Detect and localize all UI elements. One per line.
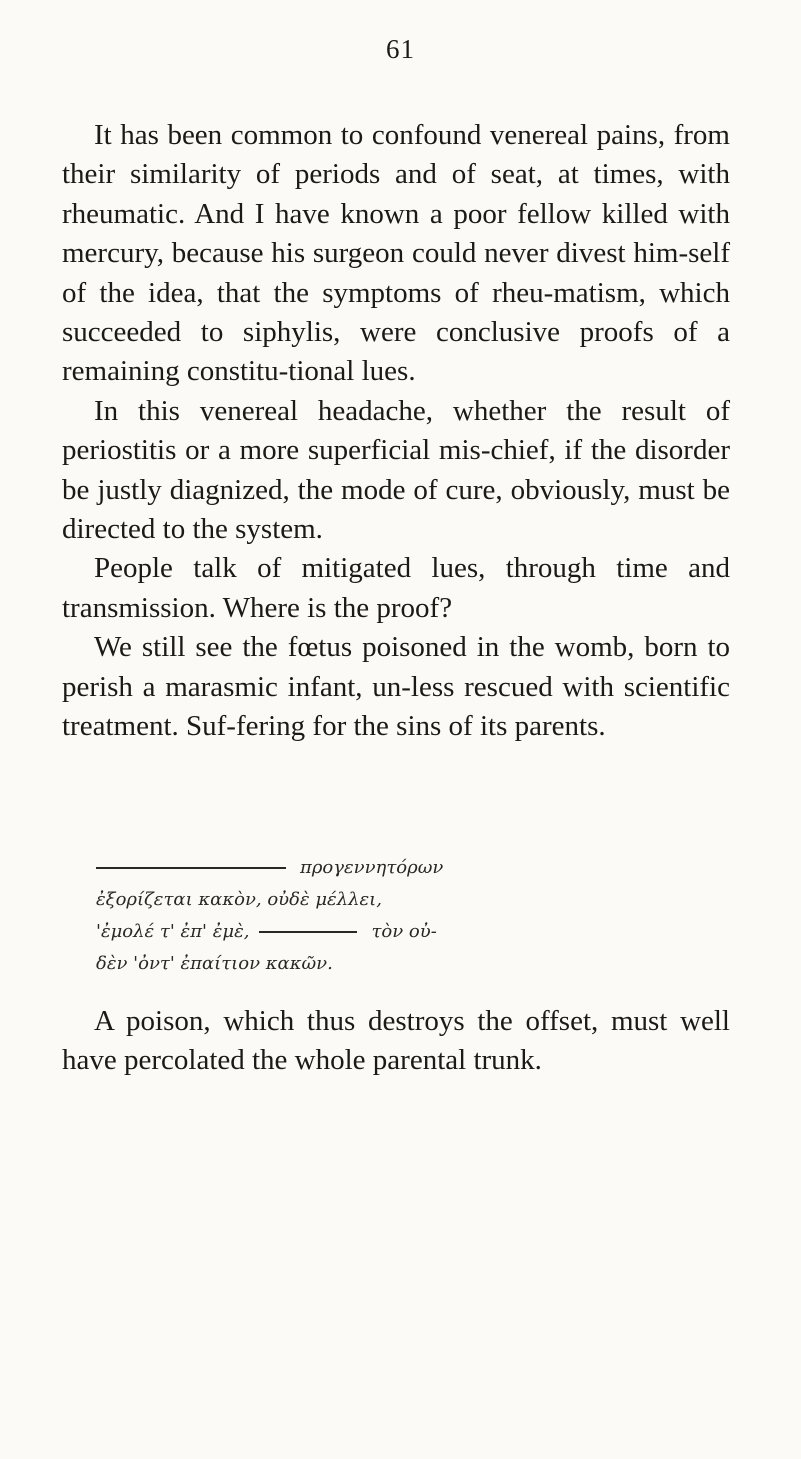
- paragraph-2: In this venereal headache, whether the result of periostitis or a more superficial mis-chief, if the disorder be justly diagnized, the mode of cure, obviously, must be directed to the system.: [62, 394, 730, 546]
- paragraph-1: It has been common to confound venereal pains, from their similarity of periods and of seat, at times, with rheumatic. And I have known a poor fellow killed with mercury, because his surgeon could never divest him-self of the idea, that the symptoms of rheu-matism, which succeeded to siphylis, were conclusive proofs of a remaining constitu-tional lues.: [62, 119, 730, 388]
- verse-line-3-end: τὸν οὐ-: [371, 921, 437, 942]
- verse-line-4: δὲν 'ὀντ' ἐπαίτιον κακῶν.: [96, 953, 333, 974]
- verse-line-1: [96, 852, 736, 884]
- verse-dash: [259, 931, 357, 933]
- verse-line-3: [96, 916, 736, 948]
- paragraph-4: We still see the fœtus poisoned in the womb, born to perish a marasmic infant, un-less rescued with scientific treatment. Suf-fering for the sins of its parents.: [62, 631, 730, 743]
- verse-line-2: ἐξορίζεται κακὸν, οὐδὲ μέλλει,: [96, 889, 382, 910]
- greek-quotation: [96, 852, 736, 980]
- body-text: [62, 116, 730, 747]
- verse-line-3-start: 'ἐμολέ τ' ἐπ' ἐμὲ,: [96, 921, 250, 942]
- page-number: 61: [386, 34, 415, 64]
- closing-paragraph: A poison, which thus destroys the offset, must well have percolated the whole parental trunk.: [62, 1005, 730, 1077]
- verse-dash: [96, 867, 286, 869]
- verse-line-1-text: προγεννητόρων: [300, 857, 444, 878]
- paragraph-3: People talk of mitigated lues, through time and transmission. Where is the proof?: [62, 552, 730, 624]
- closing-text: [62, 1002, 730, 1081]
